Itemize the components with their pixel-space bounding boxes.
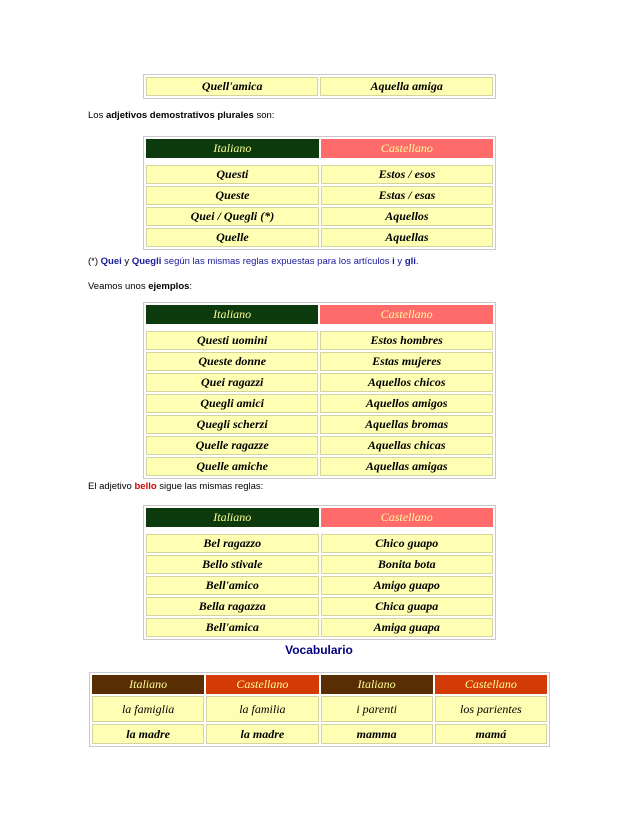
cell-spanish: Amigo guapo xyxy=(321,576,494,595)
cell-spanish: Estos hombres xyxy=(320,331,493,350)
cell-spanish: Estas / esas xyxy=(321,186,493,205)
cell-italian: Quegli scherzi xyxy=(146,415,318,434)
cell-italian: Queste xyxy=(146,186,319,205)
table-row xyxy=(92,724,547,744)
cell-spanish: Estos / esos xyxy=(321,165,493,184)
cell-spanish: los parientes xyxy=(435,696,547,722)
cell-spanish: Aquella amiga xyxy=(320,77,493,96)
cell-italian: Bell'amica xyxy=(146,618,319,637)
cell-spanish: Estas mujeres xyxy=(320,352,493,371)
table-row xyxy=(146,436,493,455)
cell-italian: Questi xyxy=(146,165,319,184)
cell-spanish: Aquellas bromas xyxy=(320,415,493,434)
examples-table xyxy=(143,302,496,479)
paragraph-demonstratives: Los adjetivos demostrativos plurales son: xyxy=(88,110,275,121)
plural-table xyxy=(143,136,496,250)
table-row xyxy=(146,352,493,371)
table-row xyxy=(146,207,493,226)
paragraph-examples: Veamos unos ejemplos: xyxy=(88,281,193,292)
footnote: (*) Quei y Quegli según las mismas reglas expuestas para los artículos i y gli. xyxy=(88,256,419,267)
table-header xyxy=(146,139,493,158)
table-row xyxy=(146,77,493,96)
cell-spanish: la madre xyxy=(206,724,318,744)
top-table xyxy=(143,74,496,99)
cell-spanish: Aquellos xyxy=(321,207,493,226)
table-row xyxy=(146,228,493,247)
table-row xyxy=(146,373,493,392)
table-row xyxy=(146,415,493,434)
cell-italian: la famiglia xyxy=(92,696,204,722)
cell-spanish: Amiga guapa xyxy=(321,618,494,637)
table-row xyxy=(146,457,493,476)
cell-spanish: Aquellos amigos xyxy=(320,394,493,413)
cell-spanish: mamá xyxy=(435,724,547,744)
cell-italian: mamma xyxy=(321,724,433,744)
cell-italian: Quei ragazzi xyxy=(146,373,318,392)
header-spanish: Castellano xyxy=(320,305,493,324)
vocabulary-table xyxy=(89,672,550,747)
cell-italian: Quelle xyxy=(146,228,319,247)
cell-italian: Quegli amici xyxy=(146,394,318,413)
header-spanish: Castellano xyxy=(206,675,318,694)
cell-spanish: Aquellos chicos xyxy=(320,373,493,392)
cell-italian: Bella ragazza xyxy=(146,597,319,616)
cell-italian: Bell'amico xyxy=(146,576,319,595)
header-italian: Italiano xyxy=(321,675,433,694)
table-header xyxy=(146,305,493,324)
vocabulary-title: Vocabulario xyxy=(285,643,353,657)
table-row xyxy=(146,394,493,413)
cell-spanish: Bonita bota xyxy=(321,555,494,574)
cell-spanish: Aquellas chicas xyxy=(320,436,493,455)
cell-italian: i parenti xyxy=(321,696,433,722)
table-row xyxy=(146,331,493,350)
cell-spanish: la familia xyxy=(206,696,318,722)
table-row xyxy=(92,696,547,722)
bello-table xyxy=(143,505,496,640)
table-row xyxy=(146,555,493,574)
header-italian: Italiano xyxy=(92,675,204,694)
cell-spanish: Chico guapo xyxy=(321,534,494,553)
cell-italian: Quelle amiche xyxy=(146,457,318,476)
table-row xyxy=(146,576,493,595)
table-row xyxy=(146,597,493,616)
cell-italian: Queste donne xyxy=(146,352,318,371)
cell-spanish: Chica guapa xyxy=(321,597,494,616)
cell-spanish: Aquellas amigas xyxy=(320,457,493,476)
table-row xyxy=(146,534,493,553)
paragraph-bello: El adjetivo bello sigue las mismas reglas: xyxy=(88,481,264,492)
header-italian: Italiano xyxy=(146,508,319,527)
header-spanish: Castellano xyxy=(321,139,493,158)
table-header xyxy=(146,508,493,527)
cell-italian: Questi uomini xyxy=(146,331,318,350)
cell-italian: Quell'amica xyxy=(146,77,318,96)
table-row xyxy=(146,165,493,184)
header-italian: Italiano xyxy=(146,139,319,158)
table-row xyxy=(146,186,493,205)
table-header xyxy=(92,675,547,694)
cell-italian: la madre xyxy=(92,724,204,744)
header-spanish: Castellano xyxy=(435,675,547,694)
cell-italian: Quelle ragazze xyxy=(146,436,318,455)
header-spanish: Castellano xyxy=(321,508,494,527)
cell-italian: Bel ragazzo xyxy=(146,534,319,553)
cell-spanish: Aquellas xyxy=(321,228,493,247)
header-italian: Italiano xyxy=(146,305,318,324)
table-row xyxy=(146,618,493,637)
cell-italian: Bello stivale xyxy=(146,555,319,574)
cell-italian: Quei / Quegli (*) xyxy=(146,207,319,226)
